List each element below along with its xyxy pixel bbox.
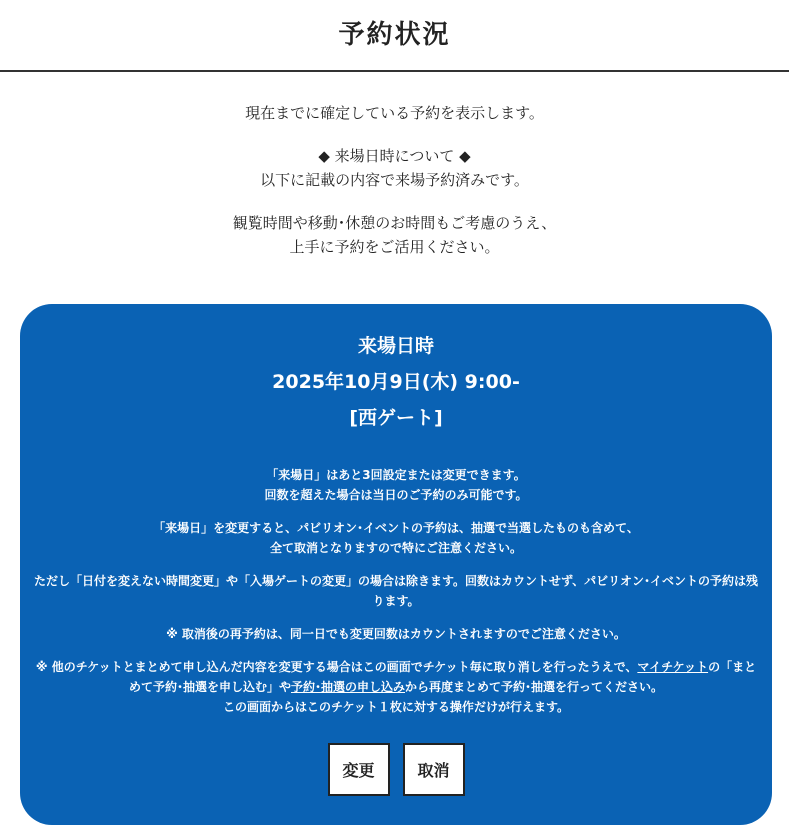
note-change-warning — [34, 518, 758, 558]
advice-text — [0, 211, 789, 259]
change-button[interactable]: 変更 — [328, 743, 390, 796]
advice-line-1: 観覧時間や移動･休憩のお時間もご考慮のうえ、 — [232, 214, 557, 232]
note-change-warning-line-2: 全て取消となりますので特にご注意ください。 — [269, 541, 522, 555]
reservation-actions — [20, 743, 772, 796]
note-change-limit-line-2: 回数を超えた場合は当日のご予約のみ可能です。 — [264, 488, 528, 502]
note-change-limit — [34, 465, 758, 505]
page-header — [0, 0, 789, 72]
reservation-notes — [20, 465, 772, 717]
visit-datetime-about-body: 以下に記載の内容で来場予約済みです。 — [260, 171, 529, 189]
reservation-card — [20, 304, 772, 825]
note-group-tickets-text-3: から再度まとめて予約･抽選を行ってください。 — [405, 680, 664, 694]
visit-datetime-value: 2025年10月9日(木) 9:00- — [272, 371, 520, 393]
note-group-tickets-text-2: の「まとめて予約･抽選を申し込む」や — [128, 660, 757, 694]
visit-datetime-label: 来場日時 — [357, 335, 434, 357]
intro-text: 現在までに確定している予約を表示します。 — [245, 104, 544, 122]
my-ticket-link[interactable]: マイチケット — [637, 660, 709, 674]
note-exception: ただし「日付を変えない時間変更」や「入場ゲートの変更」の場合は除きます。回数はカウントせず、パビリオン･イベントの予約は残ります。 — [34, 574, 758, 608]
entrance-gate: [西ゲート] — [349, 407, 443, 429]
intro-section — [0, 101, 789, 259]
note-group-tickets-text-1: ※ 他のチケットとまとめて申し込んだ内容を変更する場合はこの画面でチケット毎に取り消しを行ったうえで、 — [35, 660, 638, 674]
note-group-tickets — [34, 657, 758, 717]
visit-datetime-about-title: ◆ 来場日時について ◆ — [318, 147, 471, 165]
reservation-lottery-application-link[interactable]: 予約･抽選の申し込み — [290, 680, 405, 694]
note-group-tickets-text-4: この画面からはこのチケット１枚に対する操作だけが行えます。 — [223, 700, 569, 714]
cancel-button[interactable]: 取消 — [403, 743, 465, 796]
note-rebooking: ※ 取消後の再予約は、同一日でも変更回数はカウントされますのでご注意ください。 — [166, 627, 626, 641]
note-change-warning-line-1: 「来場日」を変更すると、パビリオン･イベントの予約は、抽選で当選したものも含めて、 — [153, 521, 639, 535]
page-title: 予約状況 — [338, 19, 451, 50]
advice-line-2: 上手に予約をご活用ください。 — [289, 238, 500, 256]
note-change-limit-line-1: 「来場日」はあと3回設定または変更できます。 — [266, 468, 526, 482]
visit-datetime-about — [0, 144, 789, 192]
